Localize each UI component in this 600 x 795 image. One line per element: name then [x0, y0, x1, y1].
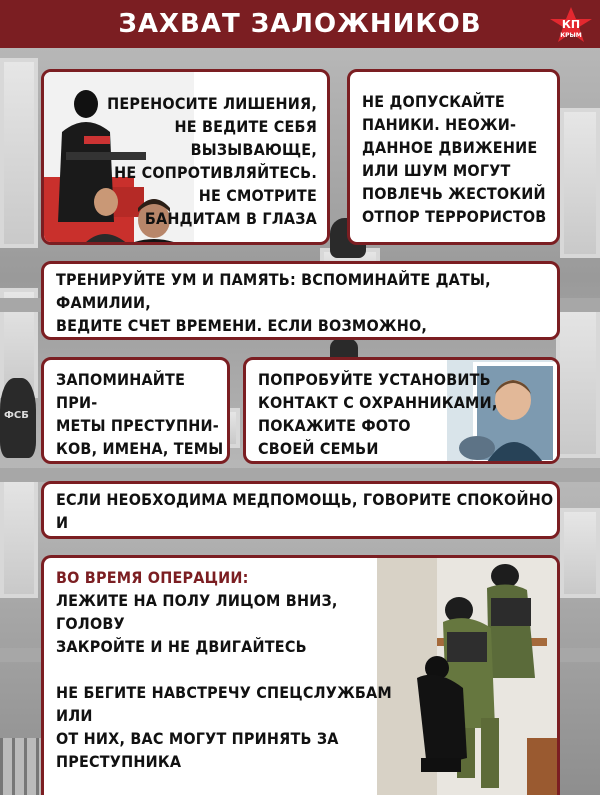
tip1-line: НЕ СМОТРИТЕ — [198, 186, 317, 205]
tip1-line: БАНДИТАМ В ГЛАЗА — [144, 209, 317, 228]
operation-item-line: ОТ НИХ, ВАС МОГУТ ПРИНЯТЬ ЗА ПРЕСТУПНИКА — [56, 729, 339, 771]
operation-item-line: ЛЕЖИТЕ НА ПОЛУ ЛИЦОМ ВНИЗ, ГОЛОВУ — [56, 591, 338, 633]
fsb-badge: ФСБ — [4, 410, 29, 421]
kp-logo — [548, 6, 594, 46]
tip1-line: ПЕРЕНОСИТЕ ЛИШЕНИЯ, — [107, 94, 317, 113]
svg-text:КРЫМ: КРЫМ — [560, 32, 582, 39]
tip5-line: ПОПРОБУЙТЕ УСТАНОВИТЬ — [258, 370, 491, 389]
tip1-line: НЕ ВЕДИТЕ СЕБЯ — [174, 117, 317, 136]
tip4-line — [56, 460, 227, 464]
tip-card-4 — [41, 357, 230, 464]
operation-item-line: НЕ БЕГИТЕ НАВСТРЕЧУ СПЕЦСЛУЖБАМ ИЛИ — [56, 683, 392, 725]
tip-card-2 — [347, 69, 560, 245]
tip2-line: ПОВЛЕЧЬ ЖЕСТОКИЙ — [362, 184, 546, 203]
tip5-line: СВОЕЙ СЕМЬИ — [258, 439, 379, 458]
tip6-line — [56, 534, 557, 539]
tip-card-6 — [41, 481, 560, 539]
operation-item-line: ЗАКРОЙТЕ И НЕ ДВИГАЙТЕСЬ — [56, 637, 307, 656]
tip2-line: ИЛИ ШУМ МОГУТ — [362, 161, 511, 180]
tip2-line: ОТПОР ТЕРРОРИСТОВ — [362, 207, 547, 226]
tip6-line: ЕСЛИ НЕОБХОДИМА МЕДПОМОЩЬ, ГОВОРИТЕ СПОКОЙНО И — [56, 490, 554, 532]
special-forces-photo — [377, 558, 557, 795]
tip5-line: ПОКАЖИТЕ ФОТО — [258, 416, 411, 435]
operation-title: ВО ВРЕМЯ ОПЕРАЦИИ: — [56, 568, 249, 587]
tip-card-1 — [41, 69, 330, 245]
tip1-line: НЕ СОПРОТИВЛЯЙТЕСЬ. — [114, 163, 317, 182]
page-title: ЗАХВАТ ЗАЛОЖНИКОВ — [118, 9, 482, 39]
operation-card — [41, 555, 560, 795]
tip2-line: ДАННОЕ ДВИЖЕНИЕ — [362, 138, 538, 157]
tip4-line: ЗАПОМИНАЙТЕ ПРИ- — [56, 370, 186, 412]
tip-card-3 — [41, 261, 560, 340]
tip3-line: ТРЕНИРУЙТЕ УМ И ПАМЯТЬ: ВСПОМИНАЙТЕ ДАТЫ, ФАМИЛИИ, — [56, 270, 491, 312]
tip4-line: КОВ, ИМЕНА, ТЕМЫ — [56, 439, 224, 458]
tip4-line: МЕТЫ ПРЕСТУПНИ- — [56, 416, 219, 435]
tip5-line: КОНТАКТ С ОХРАННИКАМИ, — [258, 393, 498, 412]
tip1-line: ВЫЗЫВАЮЩЕ, — [190, 140, 317, 159]
svg-text:КП: КП — [561, 18, 581, 31]
tip2-line: НЕ ДОПУСКАЙТЕ — [362, 92, 505, 111]
header — [0, 0, 600, 48]
tip2-line: ПАНИКИ. НЕОЖИ- — [362, 115, 517, 134]
tip-card-5 — [243, 357, 560, 464]
tip3-line: ВЕДИТЕ СЧЕТ ВРЕМЕНИ. ЕСЛИ ВОЗМОЖНО, — [56, 316, 428, 335]
